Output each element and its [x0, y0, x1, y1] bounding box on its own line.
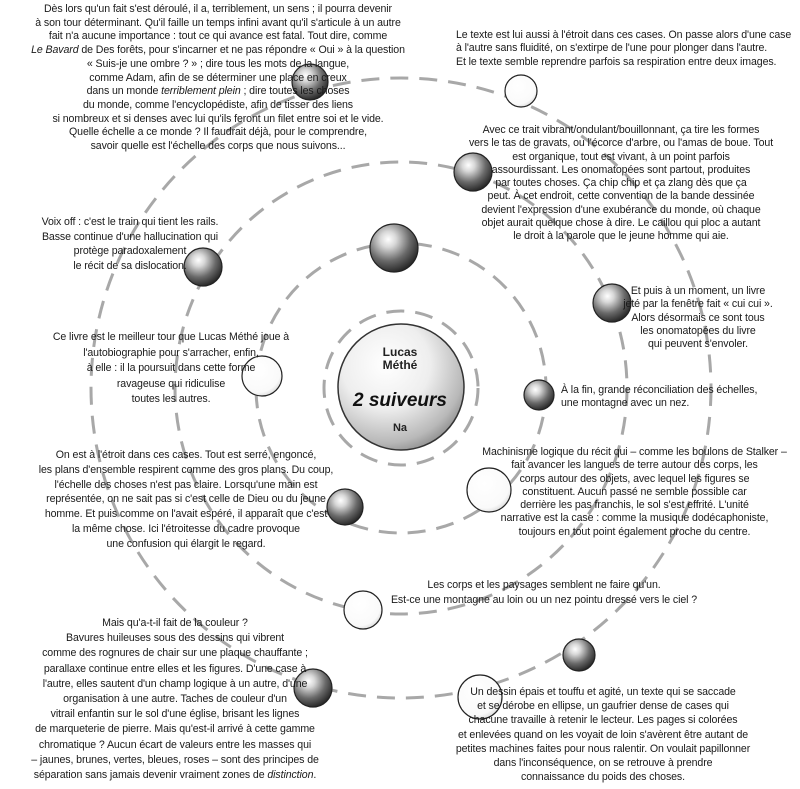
- center-title: 2 suiveurs: [353, 390, 447, 411]
- text-block-2: Le texte est lui aussi à l'étroit dans ces cases. On passe alors d'une case à l'autre sans fluidité, on s'extirpe de l'une pour plonger dans l'autre. Et le texte semble reprendre parfois sa respiration entre deux images.: [456, 29, 792, 68]
- text-block-11: Mais qu'a-t-il fait de la couleur ? Bavures huileuses sous des dessins qui vibrent comme des rognures de chair sur une plaque chauffante ; parallaxe continue entre elles et les figures. D'une case à l'autre, elles sautent d'un champ logique à un autre, d'une organisation à une autre. Taches de couleur d'un vitrail enfantin sur le sol d'une église, brisant les lignes de marqueterie de pierre. Mais qu'est-il arrivé à cette gamme chromatique ? Aucun écart de valeurs entre les masses qui – jaunes, brunes, vertes, bleues, roses – sont des principes de séparation sans jamais devenir vraiment zones de distinction.: [31, 617, 319, 782]
- text-block-7: À la fin, grande réconciliation des échelles, une montagne avec un nez.: [561, 384, 758, 410]
- planet-white-1: [505, 75, 537, 107]
- text-block-6: Ce livre est le meilleur tour que Lucas Méthé joue à l'autobiographie pour s'arracher, enfin, à elle : il la poursuit dans cette forme ravageuse qui ridiculise toutes les autres.: [52, 331, 290, 405]
- text-block-12: Un dessin épais et touffu et agité, un texte qui se saccade et se dérobe en ellipse, un gaufrier dense de cases qui chacune travaille à retenir le lecteur. Les pages si colorées et enlevées quand on les voyait de loin s'avèrent être autant de petites machines faites pour nous ralentir. On voulait papillonner dans l'inconséquence, on se retrouve à prendre connaissance du poids des choses.: [455, 686, 751, 784]
- planet-dark-8: [563, 639, 595, 671]
- text-block-1: Dès lors qu'un fait s'est déroulé, il a, terriblement, un sens ; il pourra devenir à son tour déterminant. Qu'il faille un temps infini avant qu'il s'articule à un autre fait n'a aucune importance : tout ce qui avance est fatal. Tout dire, comme Le Bavard de Des forêts, pour s'incarner et ne pas répondre « Oui » à la question « Suis-je une ombre ? » ; dire tous les mots de la langue, comme Adam, afin de se déterminer une place en creux dans un monde terriblement plein ; dire toutes les choses du monde, comme l'encyclopédiste, afin de tisser des liens si nombreux et si denses avec lui qu'ils feront un filet entre soi et le vide. Quelle échelle a ce monde ? Il faudrait déjà, pour le comprendre, savoir quelle est l'échelle des corps que nous suivons...: [31, 3, 405, 153]
- text-block-5: Et puis à un moment, un livre jeté par la fenêtre fait « cui cui ». Alors désormais ce sont tous les onomatopées du livre qui peuvent s'envoler.: [623, 285, 773, 351]
- planet-dark-6: [524, 380, 554, 410]
- text-block-10: Les corps et les paysages semblent ne faire qu'un. Est-ce une montagne au loin ou un nez pointu dressé vers le ciel ?: [390, 579, 698, 606]
- text-block-8: On est à l'étroit dans ces cases. Tout est serré, engoncé, les plans d'ensemble respirent comme des gros plans. Du coup, l'échelle des choses n'est pas claire. Lorsqu'une main est représentée, on ne sait pas si c'est celle de Dieu ou du jeune homme. Et puis comme on l'avait espéré, il apparaît que c'est la même chose. Ici l'étroitesse du cadre provoque une confusion qui élargit le regard.: [38, 449, 334, 550]
- text-block-4: Voix off : c'est le train qui tient les rails. Basse continue d'une hallucination qui protège paradoxalement le récit de sa dislocation.: [41, 216, 219, 272]
- center-author: Lucas Méthé: [382, 345, 418, 372]
- text-block-3: Avec ce trait vibrant/ondulant/bouillonnant, ça tire les formes vers le tas de gravats, ou l'écorce d'arbre, ou l'amas de boue. Tout est organique, tout est vivant, à un point parfois assourdissant. Les onomatopées sont partout, produites par toutes choses. Ça chip chip et ça zlang dès que ça peut. À cet endroit, cette convention de la bande dessinée devient l'expression d'une exubérance du monde, où chaque objet aurait quelque chose à dire. Le caillou qui ploc a autant le droit à la parole que le jeune homme qui aie.: [468, 124, 774, 243]
- planet-dark-3: [370, 224, 418, 272]
- center-rating: Na: [392, 422, 408, 434]
- text-block-9: Machinisme logique du récit qui – comme les boulons de Stalker – fait avancer les langues de terre autour des corps, les corps autour des objets, avec lequel les figures se constituent. Aucun passé ne semble possible car derrière les pas franchis, le sol s'est effrité. L'unité narrative est la case : comme la musique dodécaphoniste, toujours en tout point également proche du centre.: [482, 446, 787, 538]
